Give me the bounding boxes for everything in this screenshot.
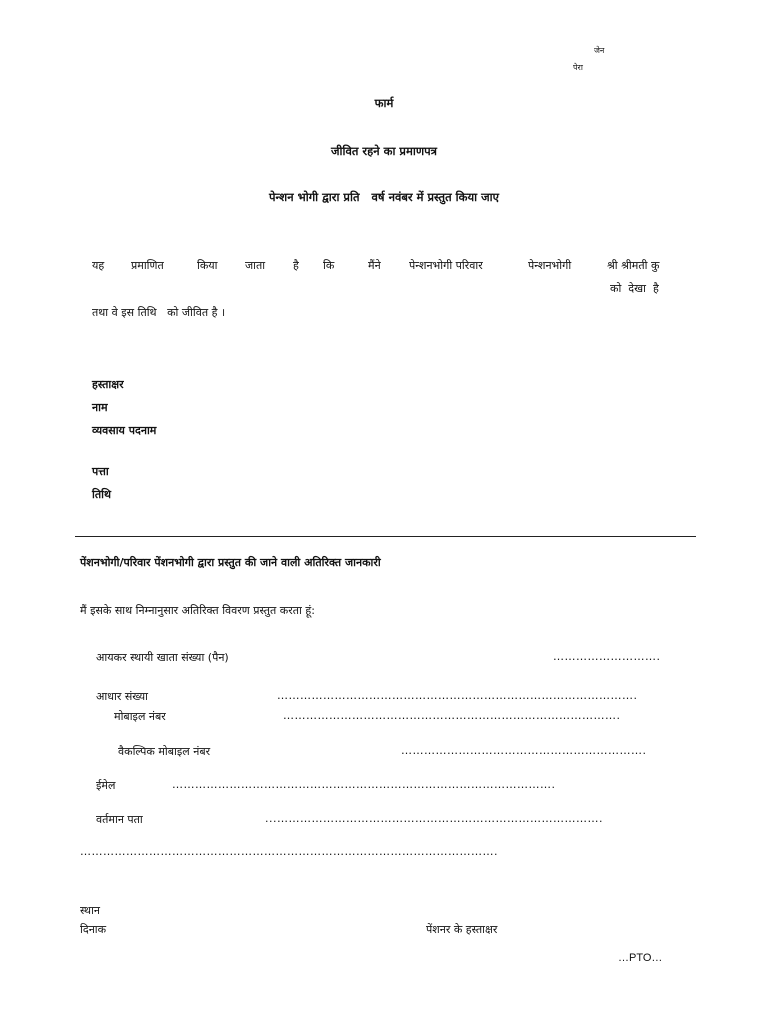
certification-line-1 [0,258,768,274]
place-label: स्थान [80,904,101,917]
additional-info-heading: पेंशनभोगी/परिवार पेंशनभोगी द्वारा प्रस्तुत की जाने वाली अतिरिक्त जानकारी [80,556,381,569]
mobile-label: मोबाइल नंबर [114,710,166,723]
aadhaar-label: आधार संख्या [96,690,148,703]
pan-label: आयकर स्थायी खाता संख्या (पैन) [96,651,229,664]
certificate-title: जीवित रहने का प्रमाणपत्र [330,144,438,158]
header-line-1: जेन [594,46,605,55]
certify-word: कि [323,259,335,272]
section-divider [75,536,696,537]
aadhaar-field[interactable]: …………………………………………………………………………………. [277,689,638,702]
certify-word: प्रमाणित [131,259,164,272]
email-field[interactable]: ………………………………………………………………………………………. [172,778,556,791]
current-address-field[interactable]: ...…………………………………………………………………………. [265,812,603,825]
certificate-subtitle: पेन्शन भोगी द्वारा प्रति वर्ष नवंबर में प्रस्तुत किया जाए [269,190,499,204]
alt-mobile-field[interactable]: ………………………………………………………. [401,744,647,757]
date-label: तिथि [92,488,111,501]
additional-info-intro: मैं इसके साथ निम्नानुसार अतिरिक्त विवरण प्रस्तुत करता हूं: [80,604,315,617]
certify-word: है [293,259,299,272]
date-field-label: दिनाक [80,923,107,936]
certify-word: श्री श्रीमती कु [607,259,660,272]
certify-word: मैंने [368,259,381,272]
pan-field[interactable]: ………………………. [553,650,661,663]
certify-word: यह [92,259,105,272]
pensioner-signature-label: पेंशनर के हस्ताक्षर [426,923,498,936]
current-address-field-line-2[interactable]: ………………………………………………………………………………………………. [80,845,498,858]
certification-line-2: को देखा है [610,282,659,295]
name-label: नाम [92,401,108,414]
certify-word: किया [197,259,218,272]
address-label: पत्ता [92,465,109,478]
email-label: ईमेल [96,779,116,792]
certify-word: जाता [245,259,266,272]
certify-word: पेन्शनभोगी परिवार [409,259,483,272]
header-line-2: पेरा [573,63,583,72]
signature-label: हस्ताक्षर [92,378,124,391]
alt-mobile-label: वैकल्पिक मोबाइल नंबर [118,745,211,758]
certify-word: पेन्शनभोगी [528,259,572,272]
mobile-field[interactable]: ……………………………………………………………………………. [283,709,621,722]
pto-note: …PTO… [618,952,663,964]
form-title: फार्म [374,96,394,110]
current-address-label: वर्तमान पता [96,813,143,826]
designation-label: व्यवसाय पदनाम [92,424,157,437]
certification-line-3: तथा वे इस तिथि को जीवित है । [92,306,226,319]
